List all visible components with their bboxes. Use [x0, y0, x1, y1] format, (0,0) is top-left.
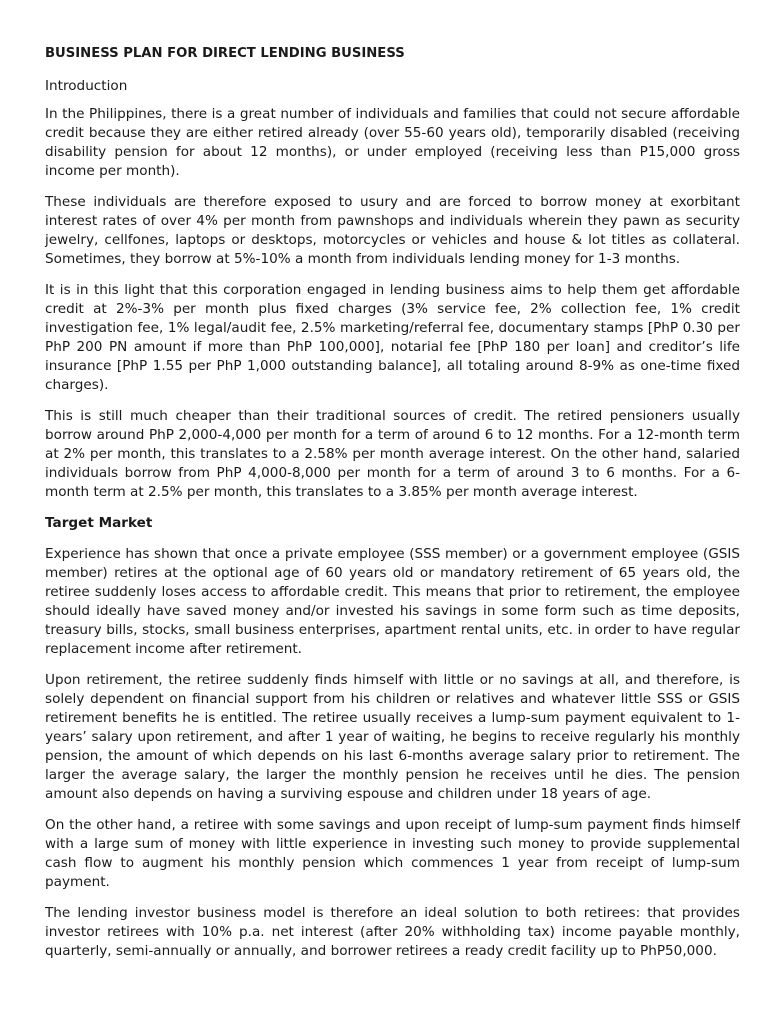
- document-title: BUSINESS PLAN FOR DIRECT LENDING BUSINESS: [45, 46, 405, 61]
- target-paragraph-2: Upon retirement, the retiree suddenly finds himself with little or no savings at all, and therefore, is solely dependent on financial support from his children or relatives and whatever little SSS or GSIS retirement benefits he is entitled. The retiree usually receives a lump-sum payment equivalent to 1-years’ salary upon retirement, and after 1 year of waiting, he begins to receive regularly his monthly pension, the amount of which depends on his last 6-months average salary prior to retirement. The larger the average salary, the larger the monthly pension he receives until he dies. The pension amount also depends on having a surviving espouse and children under 18 years of age.: [45, 672, 740, 802]
- intro-paragraph-1: In the Philippines, there is a great number of individuals and families that could not secure affordable credit because they are either retired already (over 55-60 years old), temporarily disabled (receiving disability pension for about 12 months), or under employed (receiving less than P15,000 gross income per month).: [45, 106, 740, 179]
- target-paragraph-3: On the other hand, a retiree with some savings and upon receipt of lump-sum payment finds himself with a large sum of money with little experience in investing such money to provide supplemental cash flow to augment his monthly pension which commences 1 year from receipt of lump-sum payment.: [45, 817, 740, 890]
- target-paragraph-1: Experience has shown that once a private employee (SSS member) or a government employee (GSIS member) retires at the optional age of 60 years old or mandatory retirement of 65 years old, the retiree suddenly loses access to affordable credit. This means that prior to retirement, the employee should ideally have saved money and/or invested his savings in some form such as time deposits, treasury bills, stocks, small business enterprises, apartment rental units, etc. in order to have regular replacement income after retirement.: [45, 546, 740, 657]
- target-market-heading: Target Market: [45, 515, 153, 531]
- intro-paragraph-4: This is still much cheaper than their traditional sources of credit. The retired pensioners usually borrow around PhP 2,000-4,000 per month for a term of around 6 to 12 months. For a 12-month term at 2% per month, this translates to a 2.58% per month average interest. On the other hand, salaried individuals borrow from PhP 4,000-8,000 per month for a term of around 3 to 6 months. For a 6-month term at 2.5% per month, this translates to a 3.85% per month average interest.: [45, 408, 740, 500]
- introduction-heading: Introduction: [45, 78, 128, 94]
- target-paragraph-4: The lending investor business model is therefore an ideal solution to both retirees: that provides investor retirees with 10% p.a. net interest (after 20% withholding tax) income payable monthly, quarterly, semi-annually or annually, and borrower retirees a ready credit facility up to PhP50,000.: [45, 905, 740, 959]
- intro-paragraph-2: These individuals are therefore exposed to usury and are forced to borrow money at exorbitant interest rates of over 4% per month from pawnshops and individuals wherein they pawn as security jewelry, cellfones, laptops or desktops, motorcycles or vehicles and house & lot titles as collateral. Sometimes, they borrow at 5%-10% a month from individuals lending money for 1-3 months.: [45, 194, 740, 267]
- document-page: [45, 44, 740, 973]
- intro-paragraph-3: It is in this light that this corporation engaged in lending business aims to help them get affordable credit at 2%-3% per month plus fixed charges (3% service fee, 2% collection fee, 1% credit investigation fee, 1% legal/audit fee, 2.5% marketing/referral fee, documentary stamps [PhP 0.30 per PhP 200 PN amount if more than PhP 100,000], notarial fee [PhP 180 per loan] and creditor’s life insurance [PhP 1.55 per PhP 1,000 outstanding balance], all totaling around 8-9% as one-time fixed charges).: [45, 282, 740, 393]
